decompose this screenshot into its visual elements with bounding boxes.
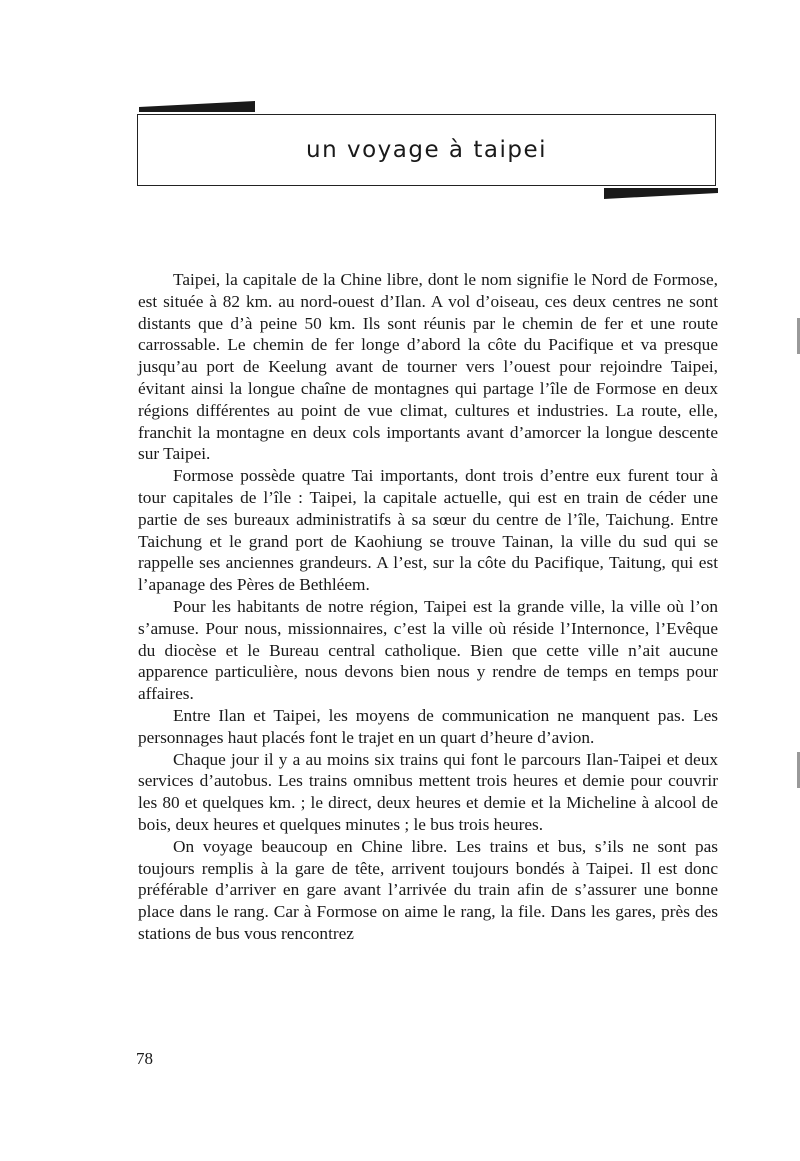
paragraph: On voyage beaucoup en Chine libre. Les trains et bus, s’ils ne sont pas toujours remplis à la gare de tête, arrivent toujours bondés à Taipei. Il est donc préférable d’arriver en gare avant l’arrivée du train afin de s’assurer une bonne place dans le rang. Car à Formose on aime le rang, la file. Dans les gares, près des stations de bus vous rencontrez	[138, 836, 718, 943]
decorative-bar-bottom	[604, 188, 718, 199]
paragraph: Taipei, la capitale de la Chine libre, dont le nom signifie le Nord de Formose, est située à 82 km. au nord-ouest d’Ilan. A vol d’oiseau, ces deux centres ne sont distants que d’à peine 50 km. Ils sont réunis par le chemin de fer et une route carrossable. Le chemin de fer longe d’abord la côte du Pacifique et va presque jusqu’au port de Keelung avant de tourner vers l’ouest pour rejoindre Taipei, évitant ainsi la longue chaîne de montagnes qui partage l’île de Formose en deux régions différentes au point de vue climat, cultures et industries. La route, elle, franchit la montagne en deux cols importants avant d’amorcer la longue descente sur Taipei.	[138, 270, 718, 464]
page-title: un voyage à taipei	[306, 137, 547, 163]
page-number: 78	[136, 1049, 153, 1068]
article-body	[138, 269, 718, 945]
paragraph: Chaque jour il y a au moins six trains qui font le parcours Ilan-Taipei et deux services d’autobus. Les trains omnibus mettent trois heures et demie pour couvrir les 80 et quelques km. ; le direct, deux heures et demie et la Micheline à alcool de bois, deux heures et quelques minutes ; le bus trois heures.	[138, 749, 718, 834]
paragraph: Formose possède quatre Tai importants, dont trois d’entre eux furent tour à tour capitales de l’île : Taipei, la capitale actuelle, qui est en train de céder une partie de ses bureaux administratifs à sa sœur du centre de l’île, Taichung. Entre Taichung et le grand port de Kaohiung se trouve Tainan, la ville du sud qui se rappelle ses anciennes grandeurs. A l’est, sur la côte du Pacifique, Taitung, qui est l’apanage des Pères de Bethléem.	[138, 466, 718, 595]
paragraph: Entre Ilan et Taipei, les moyens de communication ne manquent pas. Les personnages haut placés font le trajet en un quart d’heure d’avion.	[138, 705, 718, 747]
paragraph: Pour les habitants de notre région, Taipei est la grande ville, la ville où l’on s’amuse. Pour nous, missionnaires, c’est la ville où réside l’Internonce, l’Evêque du diocèse et le Bureau central catholique. Bien que cette ville n’ait aucune apparence particulière, nous devons bien nous y rendre de temps en temps pour affaires.	[138, 596, 718, 704]
decorative-bar-top	[139, 101, 255, 112]
title-box	[137, 114, 716, 186]
